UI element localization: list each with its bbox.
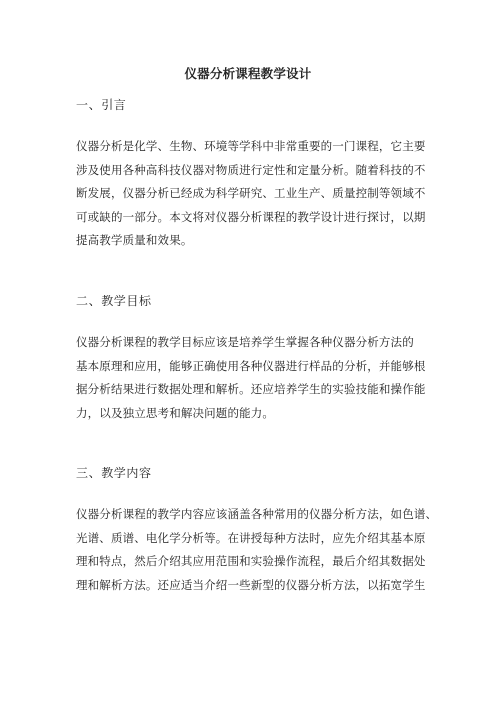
paragraph-line: 提高教学质量和效果。 [76,233,193,247]
paragraph-line: 仪器分析是化学、生物、环境等学科中非常重要的一门课程，它主要 [76,139,426,153]
section-heading-intro: 一、引言 [76,98,127,112]
paragraph-line: 断发展，仪器分析已经成为科学研究、工业生产、质量控制等领域不 [76,186,426,200]
paragraph-line: 仪器分析课程的教学目标应该是培养学生掌握各种仪器分析方法的 [76,335,414,349]
paragraph-line: 光谱、质谱、电化学分析等。在讲授每种方法时，应先介绍其基本原 [76,530,426,545]
paragraph-line: 力，以及独立思考和解决问题的能力。 [76,405,275,420]
section-heading-objectives: 二、教学目标 [76,294,152,308]
section-heading-content: 三、教学内容 [76,466,152,480]
document-title: 仪器分析课程教学设计 [184,66,312,81]
section-paragraph-intro [76,135,426,253]
section-paragraph-content [76,503,438,597]
paragraph-line: 据分析结果进行数据处理和解析。还应培养学生的实验技能和操作能 [76,382,426,396]
paragraph-line: 基本原理和应用，能够正确使用各种仪器进行样品的分析，并能够根 [76,358,426,373]
paragraph-line: 可或缺的一部分。本文将对仪器分析课程的教学设计进行探讨，以期 [76,209,426,224]
paragraph-line: 涉及使用各种高科技仪器对物质进行定性和定量分析。随着科技的不 [76,162,426,177]
paragraph-line: 理和特点，然后介绍其应用范围和实验操作流程，最后介绍其数据处 [76,554,426,568]
paragraph-line: 仪器分析课程的教学内容应该涵盖各种常用的仪器分析方法，如色谱、 [76,507,438,521]
section-paragraph-objectives [76,331,426,425]
paragraph-line: 理和解析方法。还应适当介绍一些新型的仪器分析方法，以拓宽学生 [76,577,426,592]
